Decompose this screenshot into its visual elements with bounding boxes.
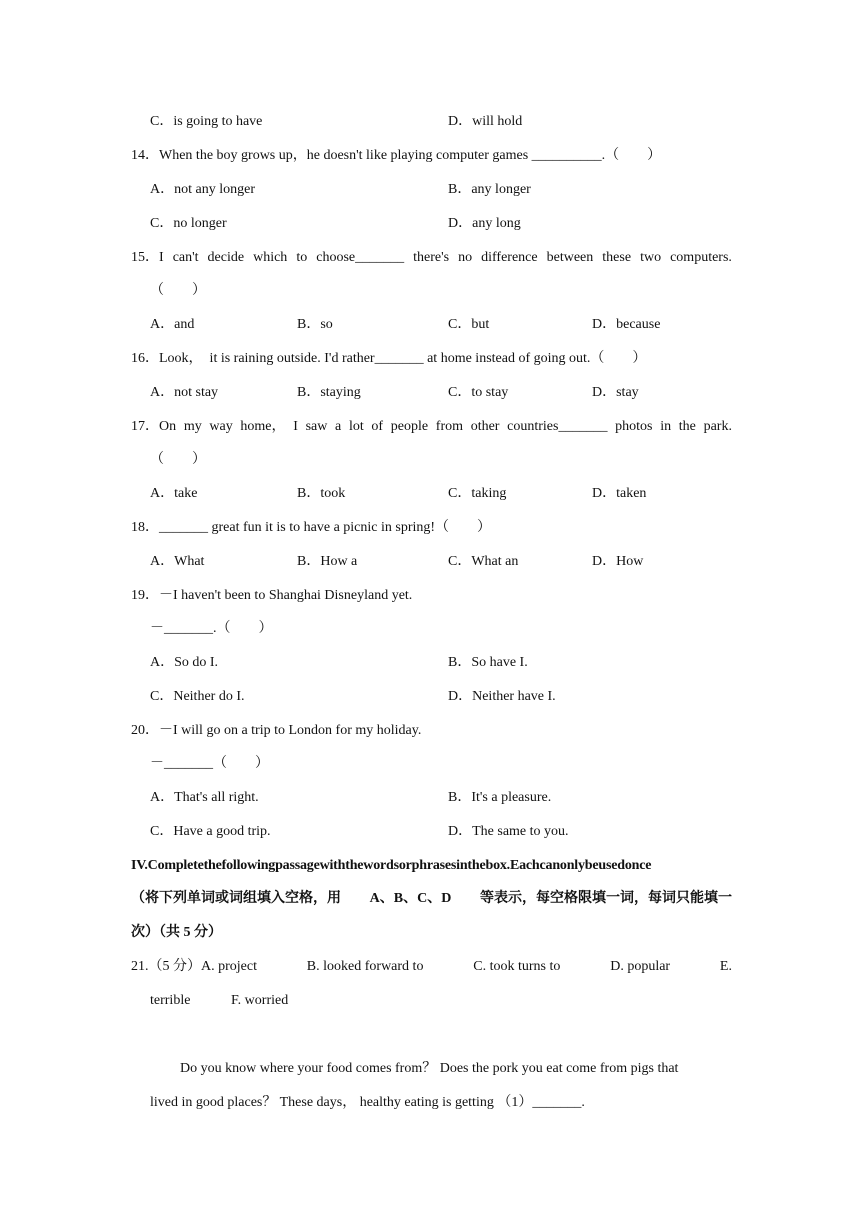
q19-option-c: C．Neither do I. [150, 689, 245, 704]
q18-stem: 18．_______ great fun it is to have a picnic in spring!（ ） [131, 520, 492, 535]
q15-word: there's [413, 250, 450, 265]
q21-word-option-f: F. worried [231, 993, 289, 1008]
q16-option-b: B．staying [297, 385, 361, 400]
q17-word: lot [348, 419, 364, 434]
q17-stem [131, 418, 732, 436]
q15-answer-paren: （ ） [150, 283, 206, 298]
q17-word: photos [615, 419, 653, 434]
q21-word-option: E. [719, 959, 732, 974]
q17-option-b: B．took [297, 486, 346, 501]
q15-word: no [458, 250, 473, 265]
q17-word: saw [305, 419, 328, 434]
q17-word: I [293, 419, 298, 434]
section-iv-instructions [131, 890, 732, 908]
q16-option-c: C．to stay [448, 385, 509, 400]
q21-word-option: B. looked forward to [306, 959, 424, 974]
q20-reply: －_______（ ） [150, 756, 269, 771]
q17-option-d: D．taken [592, 486, 647, 501]
q15-word: can't [172, 250, 199, 265]
q20-stem: 20．－I will go on a trip to London for my holiday. [131, 723, 422, 738]
passage-line-1 [180, 1060, 732, 1078]
q17-word: a [335, 419, 342, 434]
q17-word: park. [703, 419, 732, 434]
q17-word: my [183, 419, 202, 434]
q18-option-c: C．What an [448, 554, 519, 569]
q15-option-d: D．because [592, 317, 661, 332]
q14-option-a: A．not any longer [150, 182, 255, 197]
q21-word-option: 21.（5 分）A. project [131, 959, 257, 974]
q15-option-a: A．and [150, 317, 195, 332]
q18-option-d: D．How [592, 554, 644, 569]
q18-option-a: A．What [150, 554, 205, 569]
q16-option-a: A．not stay [150, 385, 219, 400]
q21-word-option-e: terrible [150, 993, 191, 1008]
q14-option-b: B．any longer [448, 182, 531, 197]
q21-word-option: D. popular [610, 959, 671, 974]
q16-stem: 16．Look， it is raining outside. I'd rather_______ at home instead of going out.（ ） [131, 351, 647, 366]
q16-option-d: D．stay [592, 385, 639, 400]
q15-word: to [296, 250, 308, 265]
q17-word: way [209, 419, 233, 434]
q15-word: choose_______ [316, 250, 405, 265]
q18-option-b: B．How a [297, 554, 358, 569]
q19-stem: 19．－I haven't been to Shanghai Disneyland yet. [131, 588, 413, 603]
q15-option-b: B．so [297, 317, 333, 332]
q19-option-d: D．Neither have I. [448, 689, 556, 704]
q17-word: the [678, 419, 696, 434]
q14-stem: 14．When the boy grows up，he doesn't like playing computer games __________.（ ） [131, 148, 662, 163]
q19-option-a: A．So do I. [150, 655, 219, 670]
q15-word: decide [207, 250, 245, 265]
q15-option-c: C．but [448, 317, 490, 332]
q14-option-d: D．any long [448, 216, 521, 231]
q17-word: 17．On [131, 419, 177, 434]
q21-word-box [131, 958, 732, 976]
q20-option-c: C．Have a good trip. [150, 824, 271, 839]
q15-word: difference [481, 250, 538, 265]
q17-word: people [390, 419, 429, 434]
q14-option-c: C．no longer [150, 216, 227, 231]
q17-option-a: A．take [150, 486, 198, 501]
section-iv-instructions-line2: 次）（共 5 分） [131, 925, 222, 940]
q15-word: between [546, 250, 594, 265]
q15-word: 15．I [131, 250, 164, 265]
q15-word: two [640, 250, 662, 265]
q19-option-b: B．So have I. [448, 655, 528, 670]
q17-word: home， [240, 419, 286, 434]
instruction-text: A、B、C、D [369, 891, 452, 906]
q20-option-a: A．That's all right. [150, 790, 259, 805]
section-iv-title: IV.Completethefollowingpassagewiththewordsorphrasesinthebox.Eachcanonlybeusedonce [131, 858, 652, 873]
q17-word: from [435, 419, 463, 434]
q17-word: in [660, 419, 672, 434]
q15-word: computers. [670, 250, 732, 265]
q20-option-b: B．It's a pleasure. [448, 790, 552, 805]
instruction-text: （将下列单词或词组填入空格，用 [131, 891, 341, 906]
passage-text: Do you know where your food comes from？ Does the pork you eat come from pigs that [180, 1061, 679, 1076]
q15-word: which [253, 250, 288, 265]
q17-word: of [371, 419, 384, 434]
passage-line-2: lived in good places？ These days， healthy eating is getting （1）_______. [150, 1095, 585, 1110]
q17-option-c: C．taking [448, 486, 507, 501]
q21-word-option: C. took turns to [473, 959, 561, 974]
q17-answer-paren: （ ） [150, 452, 206, 467]
instruction-text: 等表示，每空格限填一词，每词只能填一 [479, 891, 732, 906]
q19-reply: －_______.（ ） [150, 621, 273, 636]
q15-word: these [602, 250, 632, 265]
q13-option-c: C．is going to have [150, 114, 263, 129]
q17-word: countries_______ [507, 419, 608, 434]
q15-stem [131, 249, 732, 267]
q13-option-d: D．will hold [448, 114, 523, 129]
q17-word: other [470, 419, 500, 434]
q20-option-d: D．The same to you. [448, 824, 569, 839]
